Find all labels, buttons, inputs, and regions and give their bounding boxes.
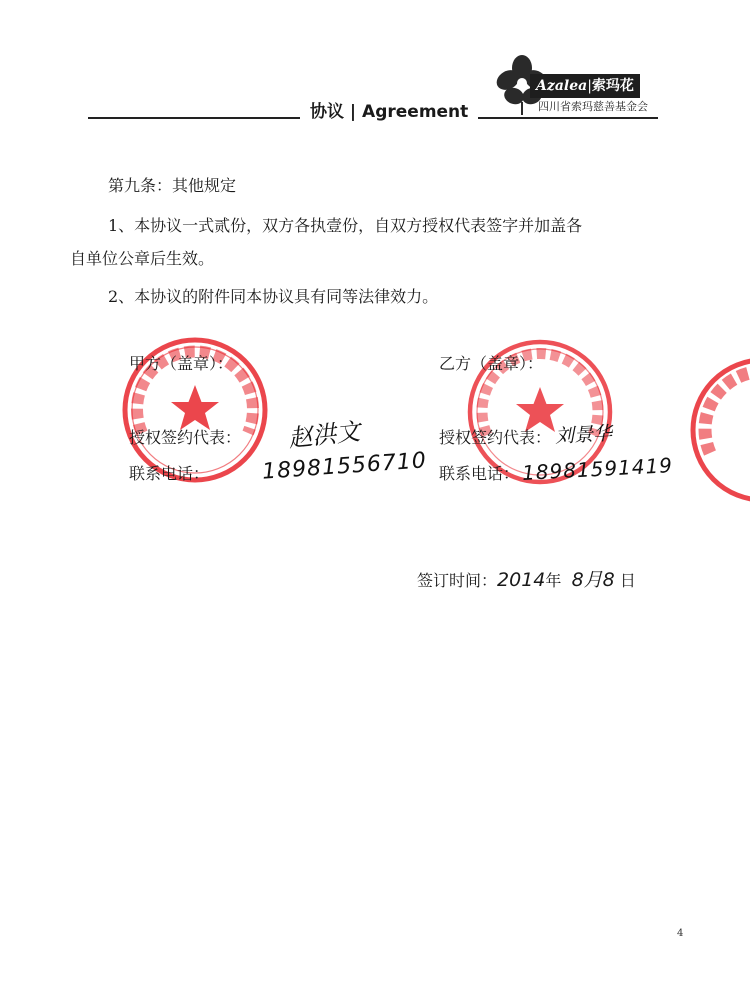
day-char: 日 [619, 571, 636, 590]
signing-date [417, 570, 636, 591]
logo-chinese-name: 索玛花 [591, 78, 634, 94]
signing-date-label: 签订时间： [417, 571, 498, 590]
party-b-label: 乙方（盖章）： [439, 354, 544, 373]
logo-subtitle: 四川省索玛慈善基金会 [538, 100, 648, 113]
partial-seal-right-edge [688, 355, 750, 505]
year-char: 年 [545, 571, 562, 590]
article-title: 第九条：其他规定 [108, 176, 237, 195]
page-number: 4 [677, 928, 684, 939]
foundation-logo [492, 52, 668, 116]
signing-month-day: 8月8 [571, 569, 615, 591]
clause-2: 2、本协议的附件同本协议具有同等法律效力。 [108, 287, 439, 306]
party-b-signature: 刘景华 [554, 422, 613, 448]
party-a-tel-value: 18981556710 [261, 448, 428, 485]
clause-1-line-1: 1、本协议一式贰份，双方各执壹份，自双方授权代表签字并加盖各 [108, 216, 583, 235]
party-a-rep-label: 授权签约代表： [129, 428, 242, 447]
party-a-signature: 赵洪文 [286, 417, 362, 453]
logo-english-name: Azalea [536, 78, 588, 94]
party-b-tel-label: 联系电话： [439, 464, 520, 483]
party-a-tel-label: 联系电话： [129, 464, 210, 483]
party-b-tel-value: 18981591419 [521, 453, 674, 485]
logo-name-band: Azalea|索玛花 [530, 74, 640, 98]
header-title: 协议 | Agreement [300, 98, 478, 126]
clause-1-line-2: 自单位公章后生效。 [70, 249, 215, 268]
signing-year: 2014 [497, 569, 546, 591]
party-b-rep-label: 授权签约代表： [439, 428, 552, 447]
party-a-label: 甲方（盖章）： [129, 354, 234, 373]
